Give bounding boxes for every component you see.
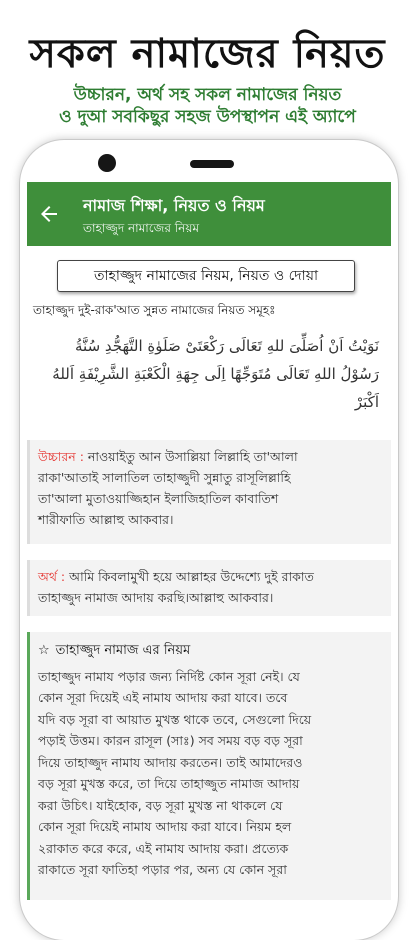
arabic-line: رَسُوْلُ اللهِ تَعَالَى مُتَوَجِّهًا اِلَى جِهَةِ الْكَعْبَةِ الشَّرِيْفَةِ اَللهُ: [52, 365, 379, 383]
rules-line: বড় সূরা মুখস্ত করে, তা দিয়ে তাহাজ্জুত নামাজ আদায়: [38, 776, 300, 791]
arrow-back-icon[interactable]: [37, 202, 61, 226]
meaning-line: তাহাজ্জুদ নামাজ আদায় করছি।আল্লাহু আকবার।: [38, 590, 274, 605]
app-bar-subtitle: তাহাজ্জুদ নামাজের নিয়ম: [83, 221, 200, 235]
meaning-label: অর্থ :: [38, 569, 66, 584]
app-bar: [27, 182, 391, 246]
rules-line: যদি বড় সূরা বা আয়াত মুখস্ত থাকে তবে, সেগুলো দিয়ে: [38, 711, 312, 727]
phone-speaker: [190, 160, 234, 168]
rules-card: [27, 632, 391, 900]
rules-line: তাহাজ্জুদ নামায পড়ার জন্য নির্দিষ্ট কোন সূরা নেই। যে: [38, 668, 300, 684]
rules-line: কোন সূরা দিয়েই এই নামায আদায় করা যাবে। তবে: [38, 690, 288, 705]
rules-line: ২রাকাত করে করে, এই নামায আদায় করা। প্রত্যেক: [38, 840, 289, 856]
meaning-card: [27, 560, 391, 616]
rules-line: কোন সূরা দিয়েই নামায আদায় করা যাবে। নিয়ম হল: [38, 819, 292, 834]
rules-line: দিয়ে তাহাজ্জুদ নামায আদায় করতেন। তাই আমাদেরও: [38, 754, 303, 770]
app-screen: [27, 182, 391, 900]
pronunciation-line: শারীফাতি আল্লাহু আকবার।: [38, 512, 174, 527]
app-bar-title: নামাজ শিক্ষা, নিয়ত ও নিয়ম: [83, 196, 265, 215]
star-icon: ☆: [38, 643, 50, 658]
arabic-line: نَوَيْتُ اَنْ اُصَلِّىَ للهِ تَعَالَى رَكْعَتَىْ صَلَوٰةِ التَّهَجُّدِ سُنَّةُ: [75, 337, 379, 355]
arabic-niyat: [33, 332, 379, 416]
promo-subtitle-line2: ও দুআ সবকিছুর সহজ উপস্থাপন এই অ্যাপে: [59, 107, 356, 127]
rules-title: [38, 640, 383, 662]
meaning-text: আমি কিবলামুখী হয়ে আল্লাহর উদ্দেশ্যে দুই রাকাত: [65, 569, 314, 584]
section-heading: তাহাজ্জুদ নামাজের নিয়ম, নিয়ত ও দোয়া: [57, 260, 355, 292]
pronunciation-label: উচ্চারন :: [38, 449, 84, 464]
phone-camera: [98, 154, 116, 172]
rules-line: করা উচিৎ। যাইহোক, বড় সূরা মুখস্ত না থাকলে যে: [38, 797, 283, 813]
pronunciation-card: [27, 440, 391, 544]
promo-title: সকল নামাজের নিয়ত: [29, 31, 386, 77]
promo-subtitle-line1: উচ্চারন, অর্থ সহ সকল নামাজের নিয়ত: [73, 85, 342, 105]
arabic-line: اَكْبَرْ: [354, 393, 379, 411]
intro-text: তাহাজ্জুদ দুই-রাক'আত সুন্নত নামাজের নিয়ত সমূহঃ: [33, 303, 276, 317]
rules-line: পড়াই উত্তম। কারন রাসূল (সাঃ) সব সময় বড় বড় সূরা: [38, 733, 303, 748]
pronunciation-line: রাকা'আতাই সালাতিল তাহাজ্জুদী সুন্নাতু রাসূলিল্লাহি: [38, 470, 291, 485]
rules-title-text: তাহাজ্জুদ নামাজ এর নিয়ম: [55, 643, 191, 658]
pronunciation-text: নাওয়াইতু আন উসাল্লিয়া লিল্লাহি তা'আলা: [83, 449, 298, 464]
pronunciation-line: তা'আলা মুতাওয়াজ্জিহান ইলাজিহাতিল কাবাতিশ: [38, 491, 279, 506]
rules-line: রাকাতে সূরা ফাতিহা পড়ার পর, অন্য যে কোন সূরা: [38, 862, 287, 877]
